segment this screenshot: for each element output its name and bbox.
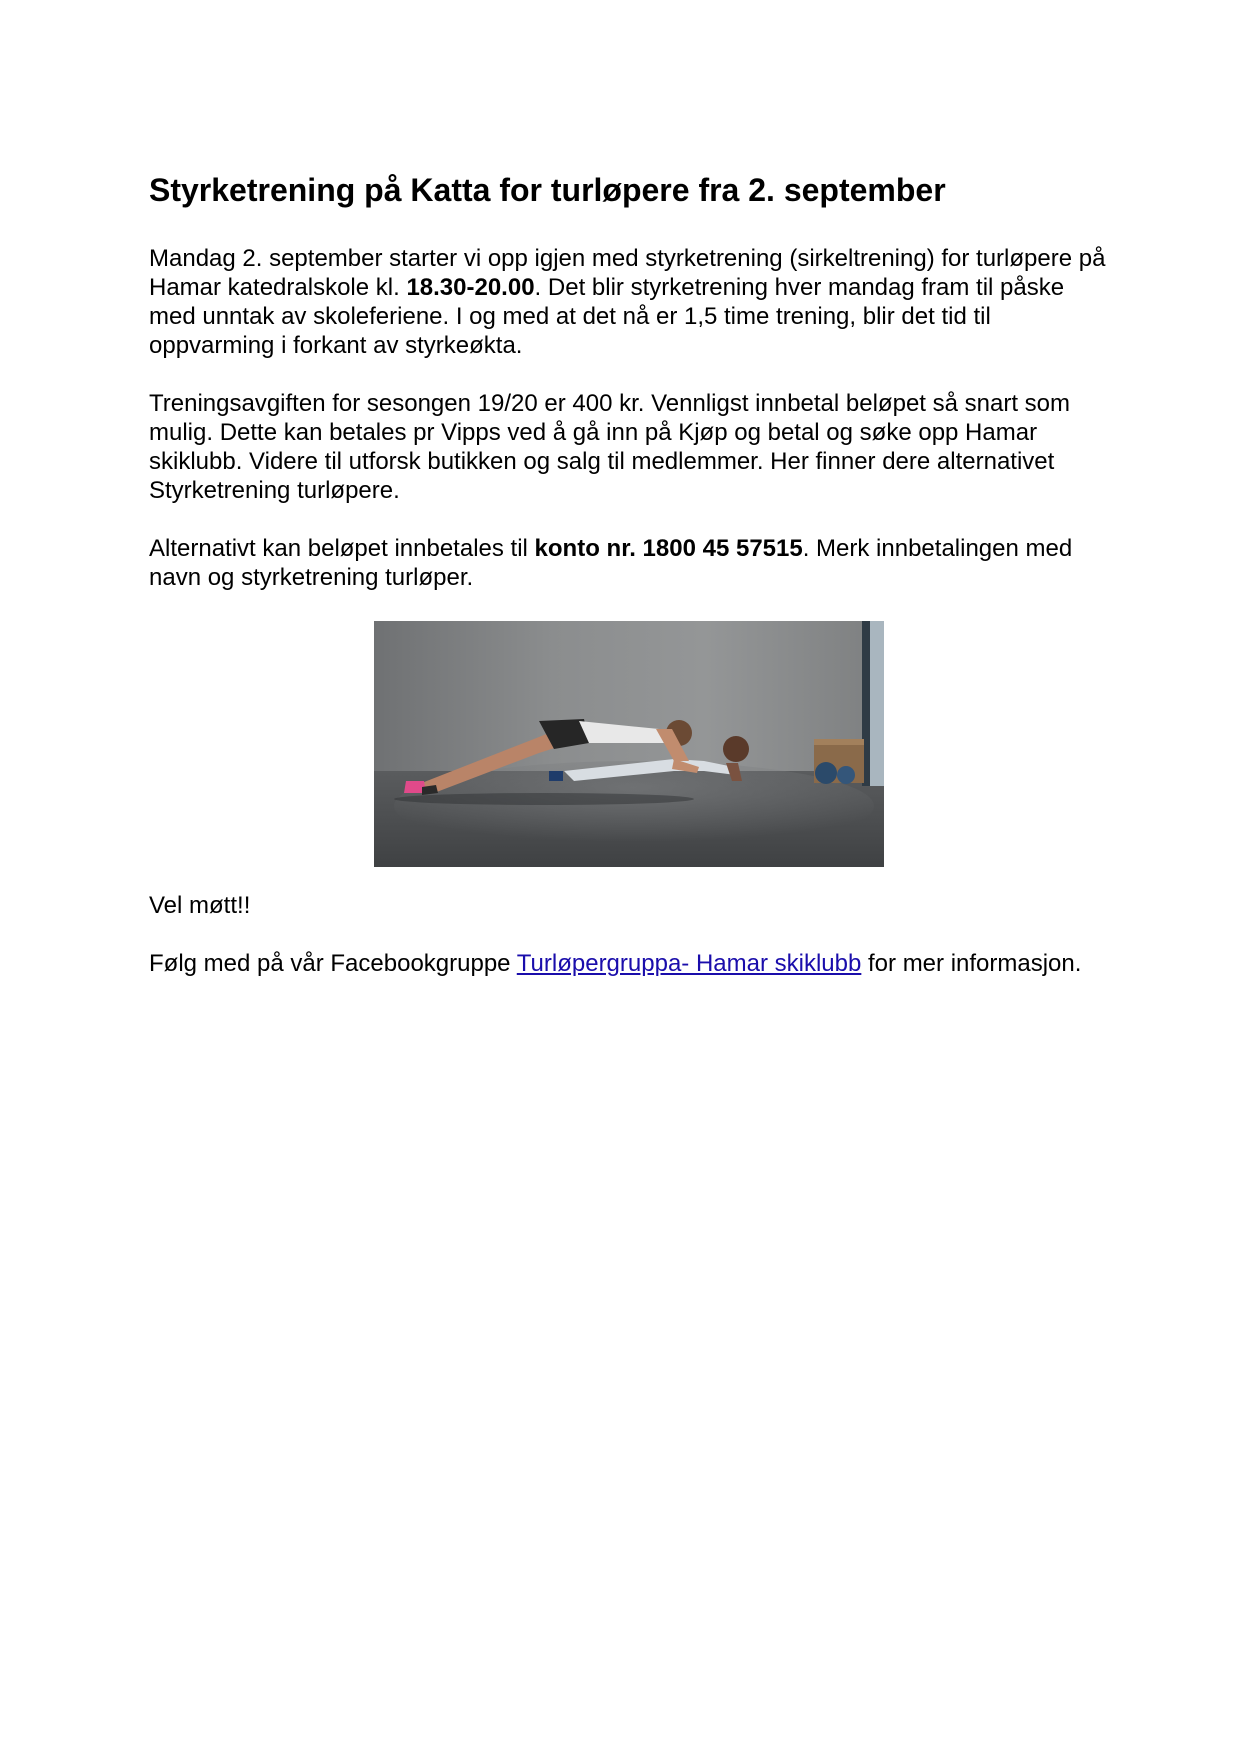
plank-exercise-photo — [374, 621, 884, 867]
account-text-end: . Merk innbetalingen med navn og styrketrening turløper. — [149, 535, 1073, 591]
schedule-text-end: . Det blir styrketrening hver mandag fram til påske med unntak av skoleferiene. I og med at det nå er 1,5 time trening, blir det tid til oppvarming i forkant av styrkeøkta. — [149, 274, 1065, 359]
facebook-text-start: Følg med på vår Facebookgruppe — [149, 950, 517, 977]
facebook-group-link[interactable]: Turløpergruppa- Hamar skiklubb — [516, 950, 862, 977]
schedule-text-start: Mandag 2. september starter vi opp igjen med styrketrening (sirkeltrening) for turløpere på Hamar katedralskole kl. — [149, 245, 1106, 301]
account-number: konto nr. 1800 45 57515 — [534, 535, 803, 562]
paragraph-facebook — [149, 949, 1109, 978]
facebook-text-end: for mer informasjon. — [861, 950, 1082, 977]
paragraph-schedule — [149, 244, 1109, 360]
paragraph-fee: Treningsavgiften for sesongen 19/20 er 400 kr. Vennligst innbetal beløpet så snart som mulig. Dette kan betales pr Vipps ved å gå inn på Kjøp og betal og søke opp Hamar skiklubb. Videre til utforsk butikken og salg til medlemmer. Her finner dere alternativet Styrketrening turløpere. — [149, 390, 1070, 504]
schedule-time: 18.30-20.00 — [406, 274, 535, 301]
photo-container — [149, 621, 1109, 867]
paragraph-account — [149, 534, 1109, 592]
account-text-start: Alternativt kan beløpet innbetales til — [149, 535, 535, 562]
paragraph-greeting: Vel møtt!! — [149, 892, 251, 919]
document-page — [149, 170, 1109, 1007]
document-title: Styrketrening på Katta for turløpere fra 2. september — [149, 172, 946, 208]
